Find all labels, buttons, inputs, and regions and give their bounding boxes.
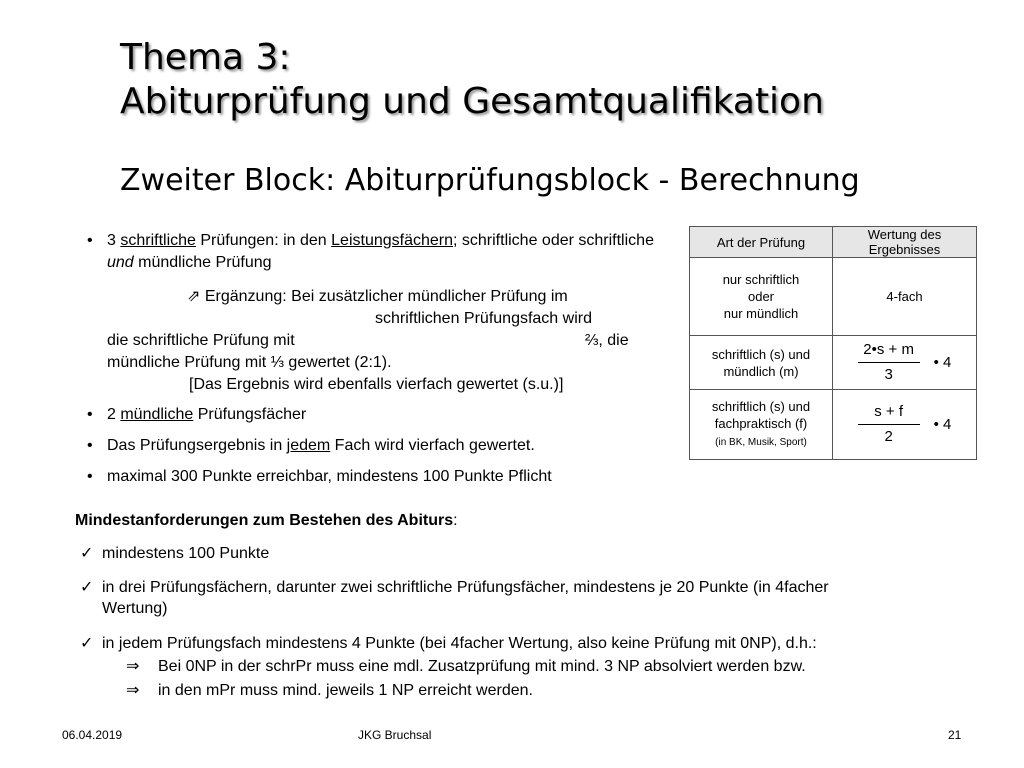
- check-item-every-subject: ✓ in jedem Prüfungsfach mindestens 4 Punkte (bei 4facher Wertung, also keine Prüfung mit 0NP), d.h.:: [80, 635, 817, 652]
- checkmark-icon: ✓: [80, 635, 94, 652]
- check-item-three-subjects: ✓ in drei Prüfungsfächern, darunter zwei schriftliche Prüfungsfächer, mindestens je 20 Punkte (in 4facher Wertung): [80, 579, 829, 617]
- bullet-oral-exams: • 2 mündliche Prüfungsfächer: [85, 404, 660, 426]
- grading-table: [689, 226, 977, 460]
- checkmark-icon: ✓: [80, 579, 94, 596]
- row-written-or-oral: nur schriftlich oder nur mündlich: [690, 258, 833, 336]
- slide-subtitle: Zweiter Block: Abiturprüfungsblock - Berechnung: [120, 163, 860, 198]
- arrow-icon: ⇗: [187, 288, 201, 305]
- header-weighting: Wertung des Ergebnisses: [833, 227, 977, 258]
- footer-page-number: 21: [948, 728, 962, 742]
- footer-date: 06.04.2019: [62, 728, 123, 742]
- minimum-requirements-heading: Mindestanforderungen zum Bestehen des Abiturs:: [75, 512, 458, 529]
- formula-written-oral: $\frac{2•s + m}{3}$ • 4: [833, 336, 977, 390]
- bullet-written-exams: • 3 schriftliche Prüfungen: in den Leistungsfächern; schriftliche oder schriftliche und mündliche Prüfung: [85, 230, 660, 274]
- implication-1: ⇒ Bei 0NP in der schrPr muss eine mdl. Zusatzprüfung mit mind. 3 NP absolviert werden bzw.: [126, 658, 806, 675]
- supplement-block: ⇗ Ergänzung: Bei zusätzlicher mündlicher Prüfung im schriftlichen Prüfungsfach wird die schriftliche Prüfung mit ⅔, die mündliche Prüfung mit ⅓ gewertet (2:1). [Das Ergebnis wird ebenfalls vierfach gewertet (s.u.)]: [107, 288, 629, 393]
- formula-written-practical: $\frac{s + f}{2}$ • 4: [833, 390, 977, 460]
- slide-title: [120, 36, 824, 124]
- weight-fourfold: 4-fach: [833, 258, 977, 336]
- bullet-max-points: • maximal 300 Punkte erreichbar, mindestens 100 Punkte Pflicht: [85, 466, 660, 488]
- header-exam-type: Art der Prüfung: [690, 227, 833, 258]
- content-list: [85, 230, 660, 497]
- implies-icon: ⇒: [126, 682, 140, 699]
- implication-2: ⇒ in den mPr muss mind. jeweils 1 NP erreicht werden.: [126, 682, 533, 699]
- implies-icon: ⇒: [126, 658, 140, 675]
- row-written-and-oral: schriftlich (s) und mündlich (m): [690, 336, 833, 390]
- checkmark-icon: ✓: [80, 545, 94, 562]
- row-written-and-practical: schriftlich (s) und fachpraktisch (f) (in BK, Musik, Sport): [690, 390, 833, 460]
- bullet-fourfold: • Das Prüfungsergebnis in jedem Fach wird vierfach gewertet.: [85, 435, 660, 457]
- title-line-2: Abiturprüfung und Gesamtqualifikation: [120, 81, 824, 122]
- check-item-100-points: ✓ mindestens 100 Punkte: [80, 545, 270, 562]
- title-line-1: Thema 3:: [120, 37, 291, 78]
- footer-school: JKG Bruchsal: [358, 728, 432, 742]
